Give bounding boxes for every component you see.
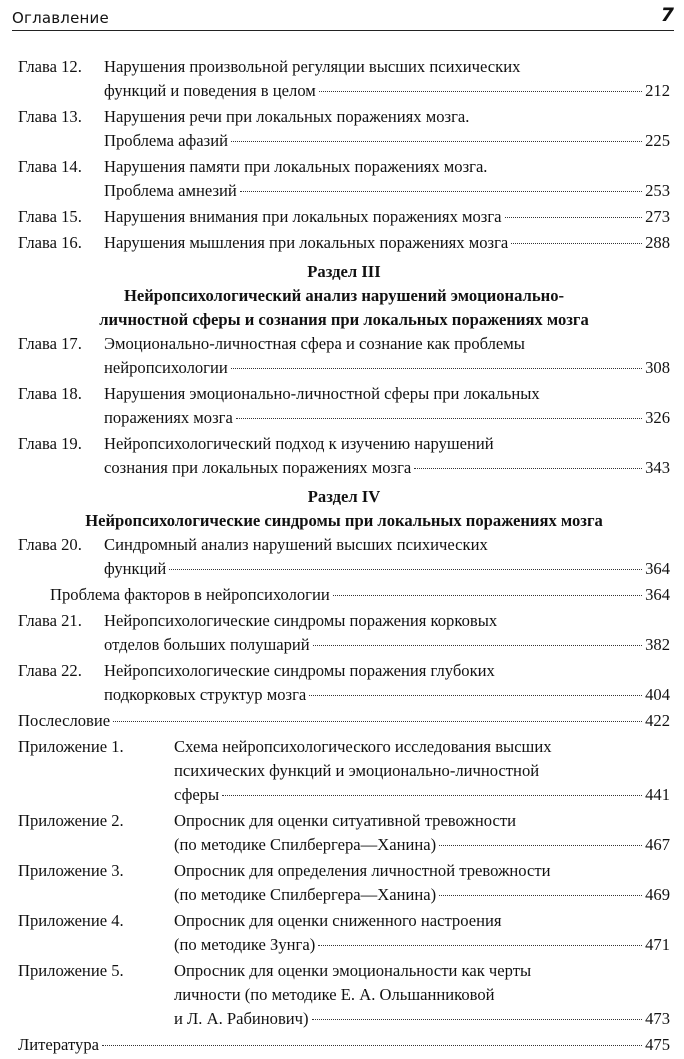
toc-entry-chapter-22[interactable] xyxy=(18,659,670,707)
entry-title-line: Опросник для оценки эмоциональности как черты xyxy=(174,961,532,980)
entry-title-line: поражениях мозга xyxy=(104,408,233,427)
entry-page-number: 343 xyxy=(645,458,670,477)
entry-title-line: функций xyxy=(104,559,167,578)
dot-leader xyxy=(102,1045,642,1046)
entry-title-line: сферы xyxy=(174,785,220,804)
appendix-label: Приложение 3. xyxy=(18,861,124,880)
entry-page-number: 404 xyxy=(645,685,670,704)
toc-entry-chapter-13[interactable] xyxy=(18,105,670,153)
dot-leader xyxy=(505,217,643,218)
chapter-label: Глава 13. xyxy=(18,107,82,126)
entry-title-line: Опросник для определения личностной тревожности xyxy=(174,861,551,880)
toc-entry-appendix-1[interactable] xyxy=(18,735,670,807)
dot-leader xyxy=(236,418,642,419)
dot-leader xyxy=(439,895,642,896)
running-header-title: Оглавление xyxy=(12,9,109,27)
dot-leader xyxy=(511,243,642,244)
dot-leader xyxy=(414,468,642,469)
appendix-label: Приложение 1. xyxy=(18,737,124,756)
dot-leader xyxy=(231,141,642,142)
entry-page-number: 467 xyxy=(645,835,670,854)
chapter-label: Глава 12. xyxy=(18,57,82,76)
toc-entry-appendix-2[interactable] xyxy=(18,809,670,857)
toc-entry-appendix-4[interactable] xyxy=(18,909,670,957)
toc-entry-appendix-5[interactable] xyxy=(18,959,670,1031)
entry-title-line: Нейропсихологические синдромы поражения корковых xyxy=(104,611,498,630)
entry-page-number: 364 xyxy=(645,585,670,604)
section-title-line: Нейропсихологические синдромы при локальных поражениях мозга xyxy=(85,511,603,530)
toc-entry-chapter-16[interactable] xyxy=(18,231,670,255)
dot-leader xyxy=(169,569,642,570)
entry-title-line: психических функций и эмоционально-личностной xyxy=(174,761,540,780)
entry-page-number: 475 xyxy=(645,1035,670,1054)
section-title-line: Нейропсихологический анализ нарушений эмоционально- xyxy=(123,286,565,305)
entry-title-line: личности (по методике Е. А. Ольшанниковой xyxy=(174,985,495,1004)
section-number: Раздел IV xyxy=(307,487,381,506)
chapter-label: Глава 16. xyxy=(18,233,82,252)
entry-page-number: 471 xyxy=(645,935,670,954)
entry-title-line: Нарушения эмоционально-личностной сферы при локальных xyxy=(104,384,540,403)
entry-page-number: 441 xyxy=(645,785,670,804)
section-title-line: личностной сферы и сознания при локальных поражениях мозга xyxy=(99,310,589,329)
entry-title-line: Опросник для оценки ситуативной тревожности xyxy=(174,811,516,830)
entry-title-line: отделов больших полушарий xyxy=(104,635,310,654)
entry-title-line: функций и поведения в целом xyxy=(104,81,316,100)
dot-leader xyxy=(222,795,642,796)
appendix-label: Приложение 5. xyxy=(18,961,124,980)
entry-page-number: 326 xyxy=(645,408,670,427)
entry-title-line: и Л. А. Рабинович) xyxy=(174,1009,309,1028)
entry-page-number: 288 xyxy=(645,233,670,252)
toc-entry-factors[interactable] xyxy=(18,583,670,607)
entry-title-line: Опросник для оценки сниженного настроения xyxy=(174,911,502,930)
entry-page-number: 422 xyxy=(645,711,670,730)
chapter-label: Глава 19. xyxy=(18,434,82,453)
toc-entry-chapter-14[interactable] xyxy=(18,155,670,203)
entry-page-number: 364 xyxy=(645,559,670,578)
entry-title-line: Проблема факторов в нейропсихологии xyxy=(50,585,330,604)
page-number: 7 xyxy=(660,4,674,26)
chapter-label: Глава 18. xyxy=(18,384,82,403)
entry-title-line: сознания при локальных поражениях мозга xyxy=(104,458,412,477)
toc-entry-chapter-17[interactable] xyxy=(18,332,670,380)
dot-leader xyxy=(318,945,642,946)
entry-title-line: (по методике Спилбергера—Ханина) xyxy=(174,885,437,904)
table-of-contents xyxy=(18,55,670,1059)
entry-title-line: (по методике Зунга) xyxy=(174,935,316,954)
section-heading-4 xyxy=(18,485,670,533)
toc-entry-literature[interactable] xyxy=(18,1033,670,1057)
entry-page-number: 225 xyxy=(645,131,670,150)
chapter-label: Глава 21. xyxy=(18,611,82,630)
entry-title-line: Нарушения памяти при локальных поражениях мозга. xyxy=(104,157,488,176)
entry-title-line: подкорковых структур мозга xyxy=(104,685,307,704)
toc-entry-chapter-19[interactable] xyxy=(18,432,670,480)
entry-title-line: Проблема амнезий xyxy=(104,181,237,200)
entry-title-line: Синдромный анализ нарушений высших психических xyxy=(104,535,488,554)
entry-title-line: Схема нейропсихологического исследования высших xyxy=(174,737,552,756)
dot-leader xyxy=(113,721,642,722)
appendix-label: Приложение 2. xyxy=(18,811,124,830)
chapter-label: Глава 15. xyxy=(18,207,82,226)
entry-title-line: Нарушения произвольной регуляции высших психических xyxy=(104,57,521,76)
dot-leader xyxy=(319,91,642,92)
entry-title-line: нейропсихологии xyxy=(104,358,228,377)
appendix-label: Приложение 4. xyxy=(18,911,124,930)
chapter-label: Глава 14. xyxy=(18,157,82,176)
entry-title-line: Послесловие xyxy=(18,711,111,730)
dot-leader xyxy=(333,595,642,596)
entry-title-line: Литература xyxy=(18,1035,99,1054)
entry-title-line: Проблема афазий xyxy=(104,131,228,150)
toc-entry-chapter-15[interactable] xyxy=(18,205,670,229)
entry-page-number: 308 xyxy=(645,358,670,377)
toc-entry-afterword[interactable] xyxy=(18,709,670,733)
entry-title-line: Эмоционально-личностная сфера и сознание как проблемы xyxy=(104,334,525,353)
dot-leader xyxy=(231,368,642,369)
entry-page-number: 212 xyxy=(645,81,670,100)
entry-title-line: Нарушения внимания при локальных поражениях мозга xyxy=(104,207,502,226)
dot-leader xyxy=(312,1019,643,1020)
entry-title-line: (по методике Спилбергера—Ханина) xyxy=(174,835,437,854)
toc-entry-chapter-18[interactable] xyxy=(18,382,670,430)
dot-leader xyxy=(309,695,642,696)
entry-title-line: Нейропсихологические синдромы поражения глубоких xyxy=(104,661,495,680)
toc-entry-appendix-3[interactable] xyxy=(18,859,670,907)
toc-entry-chapter-20[interactable] xyxy=(18,533,670,581)
chapter-label: Глава 20. xyxy=(18,535,82,554)
entry-page-number: 273 xyxy=(645,207,670,226)
dot-leader xyxy=(313,645,642,646)
toc-entry-chapter-12[interactable] xyxy=(18,55,670,103)
entry-title-line: Нейропсихологический подход к изучению нарушений xyxy=(104,434,494,453)
section-heading-3 xyxy=(18,260,670,332)
dot-leader xyxy=(439,845,642,846)
entry-page-number: 382 xyxy=(645,635,670,654)
entry-page-number: 469 xyxy=(645,885,670,904)
toc-entry-chapter-21[interactable] xyxy=(18,609,670,657)
running-header xyxy=(12,4,674,31)
entry-page-number: 253 xyxy=(645,181,670,200)
chapter-label: Глава 17. xyxy=(18,334,82,353)
entry-title-line: Нарушения мышления при локальных поражениях мозга xyxy=(104,233,509,252)
dot-leader xyxy=(240,191,642,192)
chapter-label: Глава 22. xyxy=(18,661,82,680)
entry-page-number: 473 xyxy=(645,1009,670,1028)
section-number: Раздел III xyxy=(307,262,381,281)
entry-title-line: Нарушения речи при локальных поражениях мозга. xyxy=(104,107,470,126)
